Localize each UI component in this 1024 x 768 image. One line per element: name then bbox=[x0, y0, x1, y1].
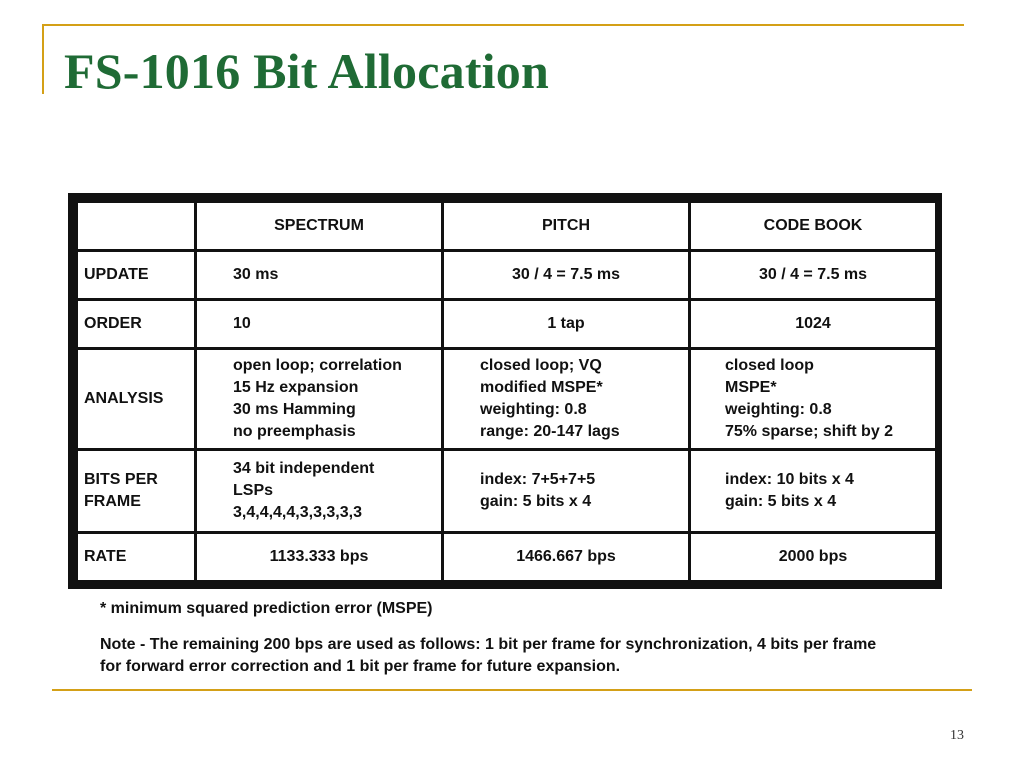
cell-rate-pitch: 1466.667 bps bbox=[444, 534, 688, 580]
cell-analysis-spectrum: open loop; correlation 15 Hz expansion 30 ms Hamming no preemphasis bbox=[197, 350, 441, 448]
page-number: 13 bbox=[950, 728, 964, 743]
slide-title: FS-1016 Bit Allocation bbox=[64, 43, 549, 99]
column-header-pitch: PITCH bbox=[444, 203, 688, 249]
cell-update-pitch: 30 / 4 = 7.5 ms bbox=[444, 252, 688, 298]
table-row-rate bbox=[78, 534, 935, 580]
table-row-analysis bbox=[78, 350, 935, 448]
row-label-analysis: ANALYSIS bbox=[78, 350, 194, 448]
row-label-rate: RATE bbox=[78, 534, 194, 580]
row-label-bits-per-frame: BITS PER FRAME bbox=[78, 451, 194, 531]
cell-order-pitch: 1 tap bbox=[444, 301, 688, 347]
table-row-bits-per-frame bbox=[78, 451, 935, 531]
footnote-mspe: * minimum squared prediction error (MSPE) bbox=[100, 600, 433, 617]
column-header-spectrum: SPECTRUM bbox=[197, 203, 441, 249]
accent-vertical-line bbox=[42, 24, 44, 94]
accent-bottom-line bbox=[52, 689, 972, 691]
cell-bits-code-book: index: 10 bits x 4 gain: 5 bits x 4 bbox=[691, 451, 935, 531]
table-row-update bbox=[78, 252, 935, 298]
accent-top-line bbox=[42, 24, 964, 26]
header-empty-cell bbox=[78, 203, 194, 249]
cell-analysis-code-book: closed loop MSPE* weighting: 0.8 75% sparse; shift by 2 bbox=[691, 350, 935, 448]
table-header-row bbox=[78, 203, 935, 249]
cell-bits-pitch: index: 7+5+7+5 gain: 5 bits x 4 bbox=[444, 451, 688, 531]
column-header-code-book: CODE BOOK bbox=[691, 203, 935, 249]
row-label-update: UPDATE bbox=[78, 252, 194, 298]
table-row-order bbox=[78, 301, 935, 347]
table-grid bbox=[75, 200, 938, 583]
note-remaining-bits: Note - The remaining 200 bps are used as follows: 1 bit per frame for synchronization, 4 bits per frame for forward error correction and 1 bit per frame for future expansion. bbox=[100, 636, 877, 675]
bit-allocation-table bbox=[68, 193, 942, 589]
cell-bits-spectrum: 34 bit independent LSPs 3,4,4,4,4,3,3,3,3,3 bbox=[197, 451, 441, 531]
cell-order-code-book: 1024 bbox=[691, 301, 935, 347]
cell-rate-spectrum: 1133.333 bps bbox=[197, 534, 441, 580]
cell-update-spectrum: 30 ms bbox=[197, 252, 441, 298]
cell-analysis-pitch: closed loop; VQ modified MSPE* weighting: 0.8 range: 20-147 lags bbox=[444, 350, 688, 448]
cell-order-spectrum: 10 bbox=[197, 301, 441, 347]
cell-update-code-book: 30 / 4 = 7.5 ms bbox=[691, 252, 935, 298]
cell-rate-code-book: 2000 bps bbox=[691, 534, 935, 580]
row-label-order: ORDER bbox=[78, 301, 194, 347]
